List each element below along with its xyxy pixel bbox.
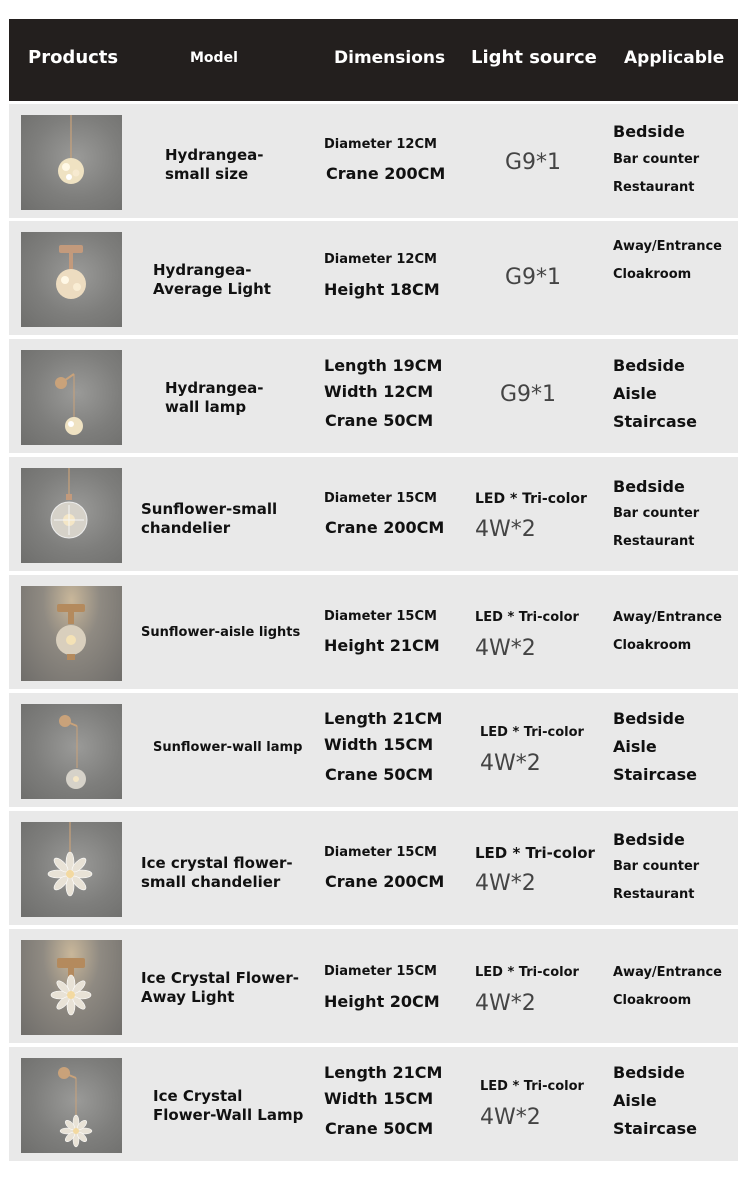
model-name: Ice crystal flower- small chandelier	[141, 854, 293, 891]
model-name: Ice Crystal Flower-Wall Lamp	[153, 1087, 304, 1124]
light-source-power: 4W*2	[475, 991, 536, 1016]
applicable-item: Aisle	[613, 384, 657, 403]
ice-crystal-wall-lamp-image	[21, 1058, 122, 1153]
model-name: Hydrangea- Average Light	[153, 261, 271, 298]
light-source: LED * Tri-color	[475, 844, 595, 862]
table-header	[9, 19, 738, 101]
dimension-line: Crane 50CM	[325, 765, 434, 784]
light-source-power: 4W*2	[480, 751, 541, 776]
light-source-power: 4W*2	[475, 636, 536, 661]
dimension-line: Crane 50CM	[325, 1119, 434, 1138]
light-source: LED * Tri-color	[475, 965, 579, 980]
dimension-line: Crane 200CM	[326, 164, 446, 183]
applicable-item: Bedside	[613, 1063, 685, 1082]
dimension-line: Crane 200CM	[325, 518, 445, 537]
header-model: Model	[190, 50, 238, 66]
applicable-item: Away/Entrance	[613, 610, 722, 625]
applicable-item: Aisle	[613, 737, 657, 756]
dimension-line: Crane 50CM	[325, 411, 434, 430]
light-source: LED * Tri-color	[480, 725, 584, 740]
header-dimensions: Dimensions	[334, 48, 446, 68]
dimension-line: Width 15CM	[324, 1089, 434, 1108]
hydrangea-ceiling-light-image	[21, 232, 122, 327]
light-source: G9*1	[505, 265, 562, 290]
table-row	[9, 457, 738, 571]
dimension-line: Diameter 15CM	[324, 845, 437, 860]
applicable-item: Cloakroom	[613, 638, 692, 653]
dimension-line: Height 20CM	[324, 992, 440, 1011]
light-source-power: 4W*2	[475, 517, 536, 542]
light-source: G9*1	[500, 382, 557, 407]
dimension-line: Diameter 15CM	[324, 491, 437, 506]
applicable-item: Cloakroom	[613, 993, 692, 1008]
hydrangea-small-pendant-image	[21, 115, 122, 210]
ice-crystal-pendant-image	[21, 822, 122, 917]
dimension-line: Width 12CM	[324, 382, 434, 401]
dimension-line: Height 21CM	[324, 636, 440, 655]
sunflower-wall-lamp-image	[21, 704, 122, 799]
table-row	[9, 221, 738, 335]
applicable-item: Bedside	[613, 122, 685, 141]
applicable-item: Restaurant	[613, 887, 695, 902]
applicable-item: Staircase	[613, 765, 697, 784]
applicable-item: Bar counter	[613, 506, 700, 521]
model-name: Hydrangea- small size	[165, 146, 264, 183]
light-source: LED * Tri-color	[475, 610, 579, 625]
dimension-line: Width 15CM	[324, 735, 434, 754]
applicable-item: Bedside	[613, 356, 685, 375]
header-products: Products	[28, 47, 119, 68]
dimension-line: Length 19CM	[324, 356, 443, 375]
dimension-line: Diameter 12CM	[324, 137, 437, 152]
dimension-line: Diameter 15CM	[324, 964, 437, 979]
model-name: Sunflower-aisle lights	[141, 625, 301, 640]
light-source: G9*1	[505, 150, 562, 175]
model-name: Sunflower-small chandelier	[141, 500, 278, 537]
applicable-item: Cloakroom	[613, 267, 692, 282]
dimension-line: Diameter 12CM	[324, 252, 437, 267]
applicable-item: Bar counter	[613, 152, 700, 167]
model-name: Hydrangea- wall lamp	[165, 379, 264, 416]
table-row	[9, 693, 738, 807]
hydrangea-wall-lamp-image	[21, 350, 122, 445]
applicable-item: Away/Entrance	[613, 239, 722, 254]
table-row	[9, 575, 738, 689]
applicable-item: Bedside	[613, 830, 685, 849]
header-applicable: Applicable	[624, 48, 725, 68]
light-source-power: 4W*2	[480, 1105, 541, 1130]
dimension-line: Crane 200CM	[325, 872, 445, 891]
applicable-item: Bedside	[613, 477, 685, 496]
sunflower-ceiling-light-image	[21, 586, 122, 681]
model-name: Ice Crystal Flower- Away Light	[141, 969, 299, 1006]
applicable-item: Restaurant	[613, 534, 695, 549]
light-source: LED * Tri-color	[475, 491, 587, 507]
header-light-source: Light source	[471, 47, 597, 68]
dimension-line: Length 21CM	[324, 1063, 443, 1082]
table-row	[9, 339, 738, 453]
dimension-line: Length 21CM	[324, 709, 443, 728]
applicable-item: Bar counter	[613, 859, 700, 874]
table-row	[9, 1047, 738, 1161]
light-source: LED * Tri-color	[480, 1079, 584, 1094]
table-row	[9, 811, 738, 925]
applicable-item: Aisle	[613, 1091, 657, 1110]
ice-crystal-ceiling-light-image	[21, 940, 122, 1035]
dimension-line: Diameter 15CM	[324, 609, 437, 624]
applicable-item: Bedside	[613, 709, 685, 728]
table-row	[9, 104, 738, 218]
applicable-item: Restaurant	[613, 180, 695, 195]
applicable-item: Away/Entrance	[613, 965, 722, 980]
applicable-item: Staircase	[613, 412, 697, 431]
dimension-line: Height 18CM	[324, 280, 440, 299]
applicable-item: Staircase	[613, 1119, 697, 1138]
light-source-power: 4W*2	[475, 871, 536, 896]
table-row	[9, 929, 738, 1043]
model-name: Sunflower-wall lamp	[153, 740, 303, 755]
sunflower-pendant-image	[21, 468, 122, 563]
